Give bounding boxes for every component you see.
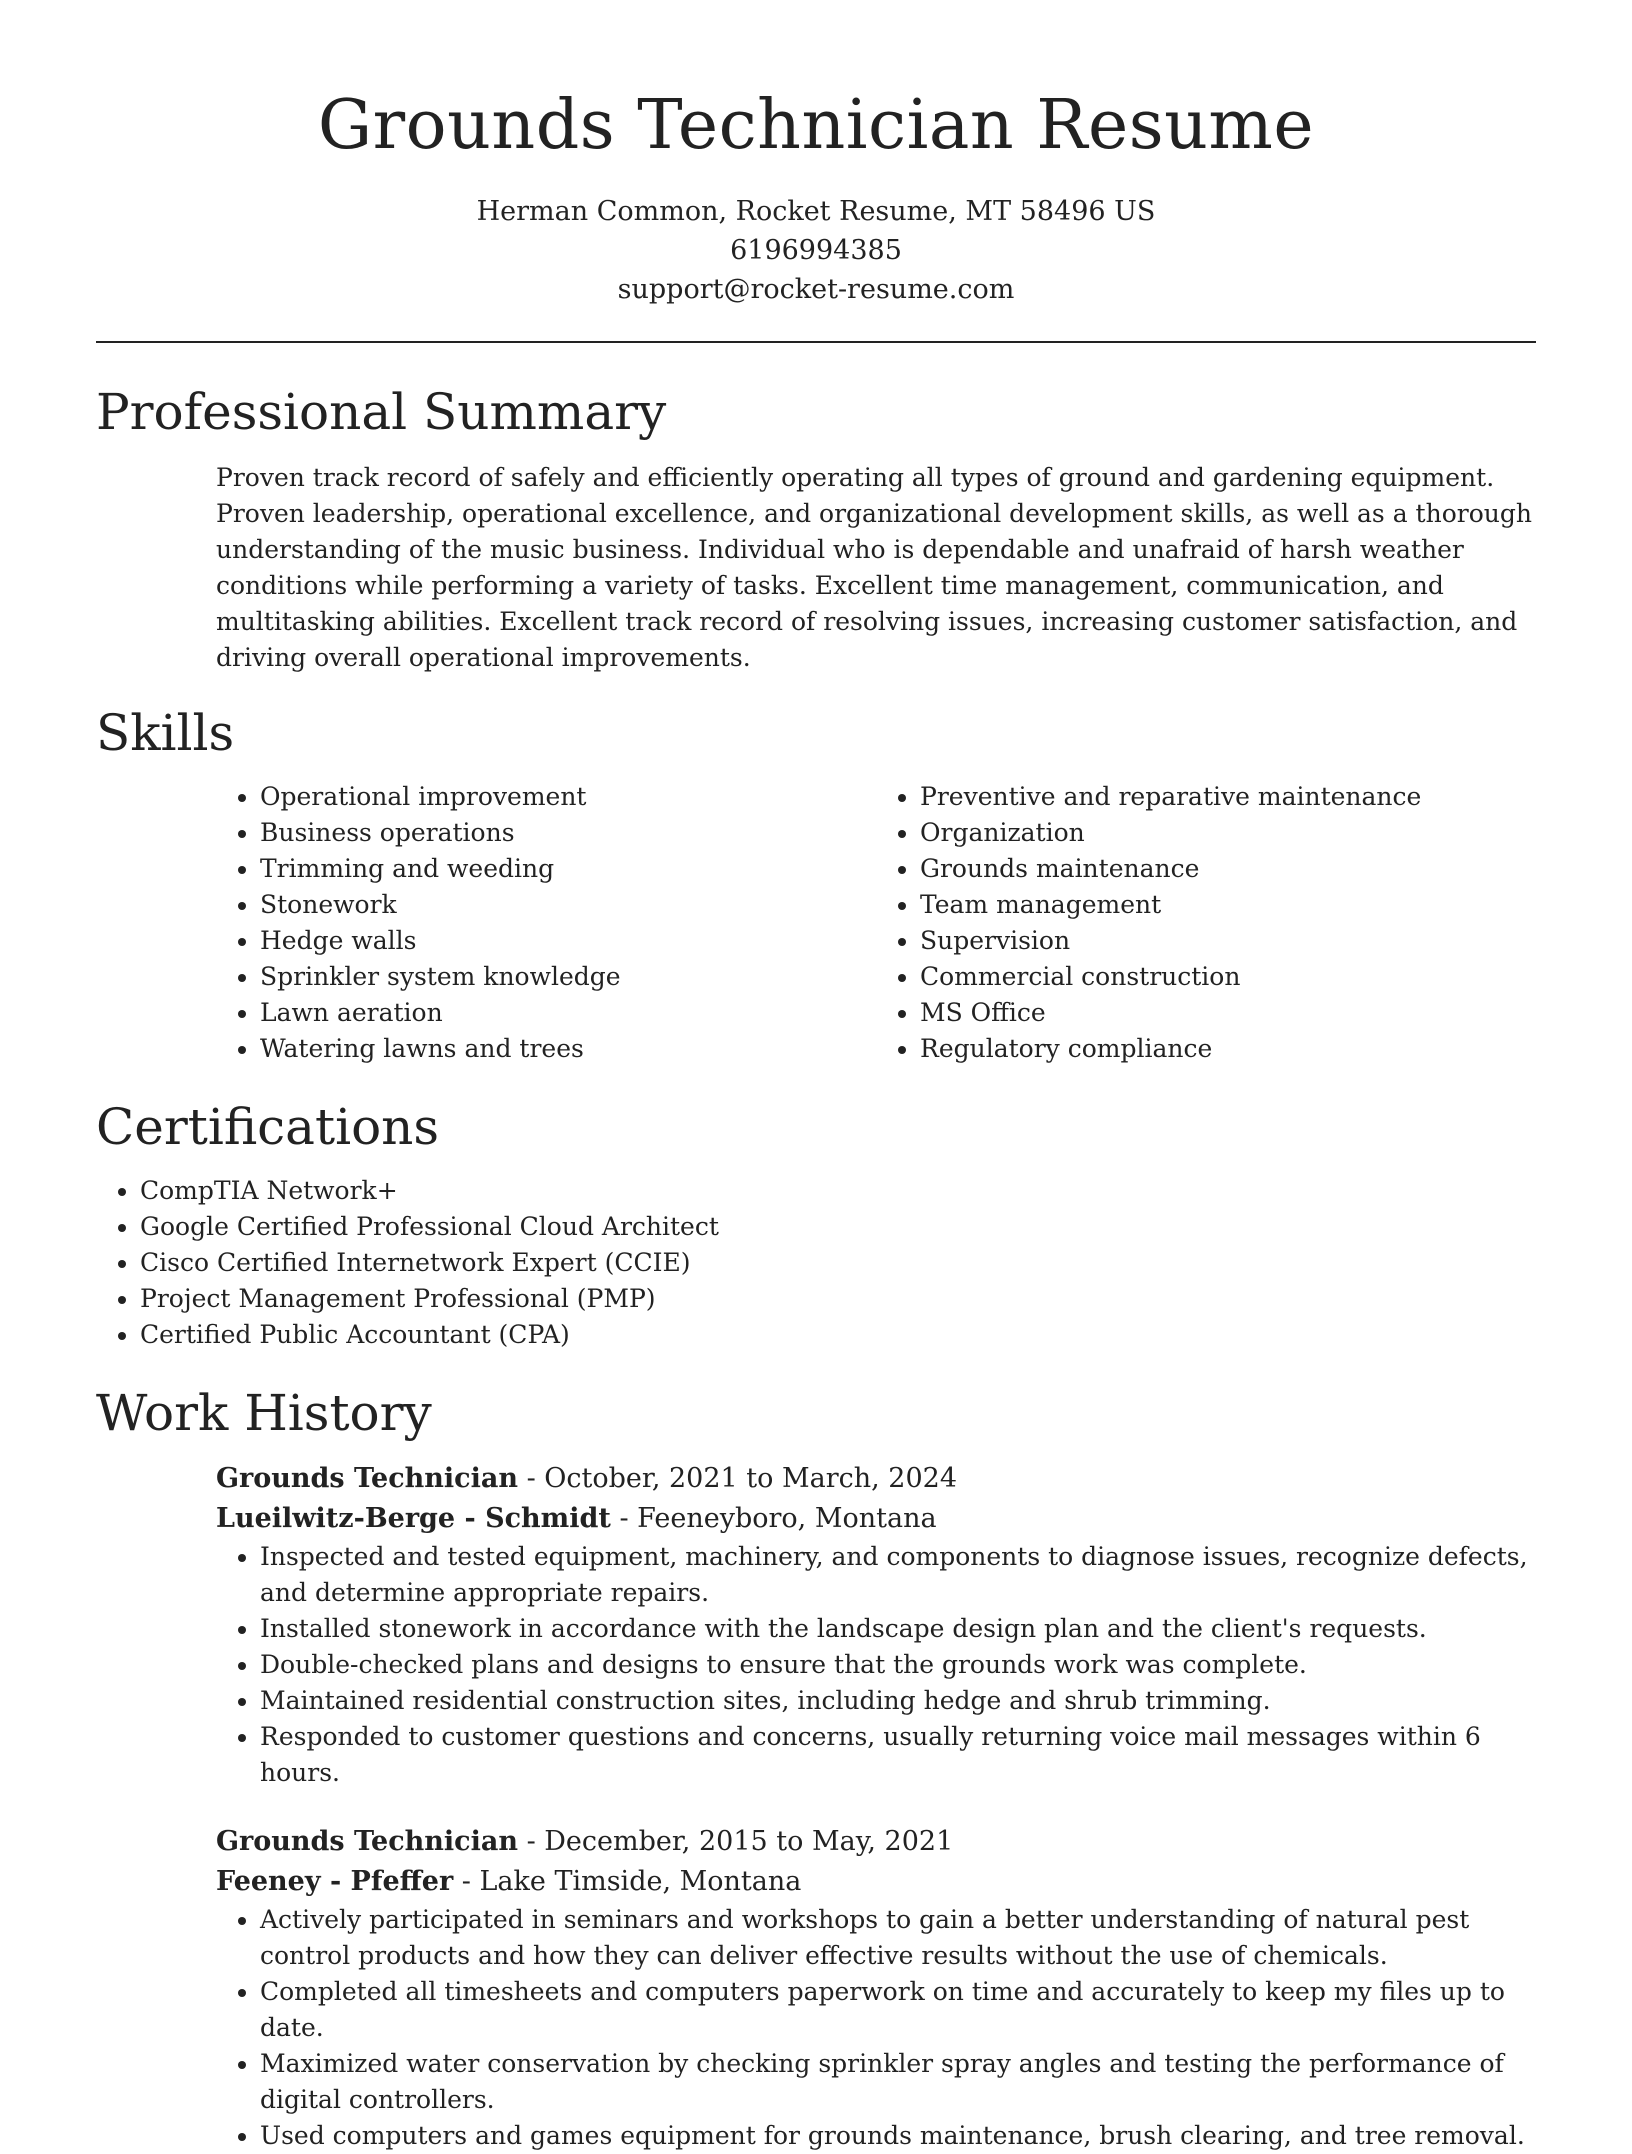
list-item: • Regulatory compliance [920, 1031, 1536, 1067]
certifications-section [96, 1097, 1536, 1353]
job-entry [216, 1459, 1536, 1791]
skills-list-right [876, 779, 1536, 1067]
contact-block [0, 192, 1632, 309]
list-item: • CompTIA Network+ [140, 1173, 1536, 1209]
list-item: • MS Office [920, 995, 1536, 1031]
list-item: • Stonework [260, 887, 876, 923]
summary-text: Proven track record of safely and efficiently operating all types of ground and gardening equipment. Proven leadership, operational excellence, and organizational development skills, as well as a thorough understanding of the music business. Individual who is dependable and unafraid of harsh weather conditions while performing a variety of tasks. Excellent time management, communication, and multitasking abilities. Excellent track record of resolving issues, increasing customer satisfaction, and driving overall operational improvements. [216, 463, 1532, 672]
list-item: • Maintained residential construction sites, including hedge and shrub trimming. [260, 1683, 1536, 1719]
job-employer-line [216, 1862, 1536, 1902]
list-item: • Google Certified Professional Cloud Architect [140, 1209, 1536, 1245]
certifications-list [96, 1173, 1536, 1353]
certifications-heading: Certifications [96, 1098, 440, 1156]
skills-heading: Skills [96, 704, 235, 762]
list-item: • Watering lawns and trees [260, 1031, 876, 1067]
contact-address: Herman Common, Rocket Resume, MT 58496 US [476, 196, 1156, 227]
skills-columns [216, 779, 1536, 1067]
list-item: • Responded to customer questions and concerns, usually returning voice mail messages within 6 hours. [260, 1719, 1536, 1791]
list-item: • Double-checked plans and designs to ensure that the grounds work was complete. [260, 1647, 1536, 1683]
list-item: • Commercial construction [920, 959, 1536, 995]
job-employer: Lueilwitz-Berge - Schmidt [216, 1503, 611, 1534]
header-divider [96, 341, 1536, 343]
list-item: • Trimming and weeding [260, 851, 876, 887]
list-item: • Preventive and reparative maintenance [920, 779, 1536, 815]
job-dates: - October, 2021 to March, 2024 [517, 1463, 958, 1494]
list-item: • Supervision [920, 923, 1536, 959]
resume-header [0, 0, 1632, 309]
list-item: • Lawn aeration [260, 995, 876, 1031]
job-employer-line [216, 1499, 1536, 1539]
skills-section [96, 703, 1536, 1067]
list-item: • Completed all timesheets and computers paperwork on time and accurately to keep my files up to date. [260, 1974, 1536, 2046]
list-item: • Sprinkler system knowledge [260, 959, 876, 995]
list-item: • Used computers and games equipment for grounds maintenance, brush clearing, and tree removal. [260, 2118, 1536, 2154]
work-history-heading: Work History [96, 1384, 432, 1442]
list-item: • Inspected and tested equipment, machinery, and components to diagnose issues, recognize defects, and determine appropriate repairs. [260, 1539, 1536, 1611]
job-employer: Feeney - Pfeffer [216, 1866, 454, 1897]
list-item: • Organization [920, 815, 1536, 851]
list-item: • Operational improvement [260, 779, 876, 815]
job-entry [216, 1822, 1536, 2154]
job-dates: - December, 2015 to May, 2021 [517, 1826, 954, 1857]
work-history-section [96, 1383, 1536, 2154]
job-title: Grounds Technician [216, 1463, 518, 1494]
list-item: • Business operations [260, 815, 876, 851]
list-item: • Project Management Professional (PMP) [140, 1281, 1536, 1317]
job-location: - Lake Timside, Montana [453, 1866, 802, 1897]
job-title-line [216, 1822, 1536, 1862]
job-bullets [216, 1902, 1536, 2154]
list-item: • Maximized water conservation by checking sprinkler spray angles and testing the performance of digital controllers. [260, 2046, 1536, 2118]
list-item: • Installed stonework in accordance with the landscape design plan and the client's requests. [260, 1611, 1536, 1647]
skills-list-left [216, 779, 876, 1067]
contact-email[interactable]: support@rocket-resume.com [617, 274, 1015, 305]
summary-section [96, 382, 1536, 676]
resume-title: Grounds Technician Resume [317, 86, 1315, 165]
summary-heading: Professional Summary [96, 383, 667, 441]
list-item: • Grounds maintenance [920, 851, 1536, 887]
list-item: • Cisco Certified Internetwork Expert (CCIE) [140, 1245, 1536, 1281]
list-item: • Certified Public Accountant (CPA) [140, 1317, 1536, 1353]
list-item: • Hedge walls [260, 923, 876, 959]
job-bullets [216, 1539, 1536, 1791]
contact-phone: 6196994385 [730, 235, 902, 266]
job-title-line [216, 1459, 1536, 1499]
list-item: • Actively participated in seminars and workshops to gain a better understanding of natural pest control products and how they can deliver effective results without the use of chemicals. [260, 1902, 1536, 1974]
list-item: • Team management [920, 887, 1536, 923]
job-title: Grounds Technician [216, 1826, 518, 1857]
job-location: - Feeneyboro, Montana [610, 1503, 937, 1534]
